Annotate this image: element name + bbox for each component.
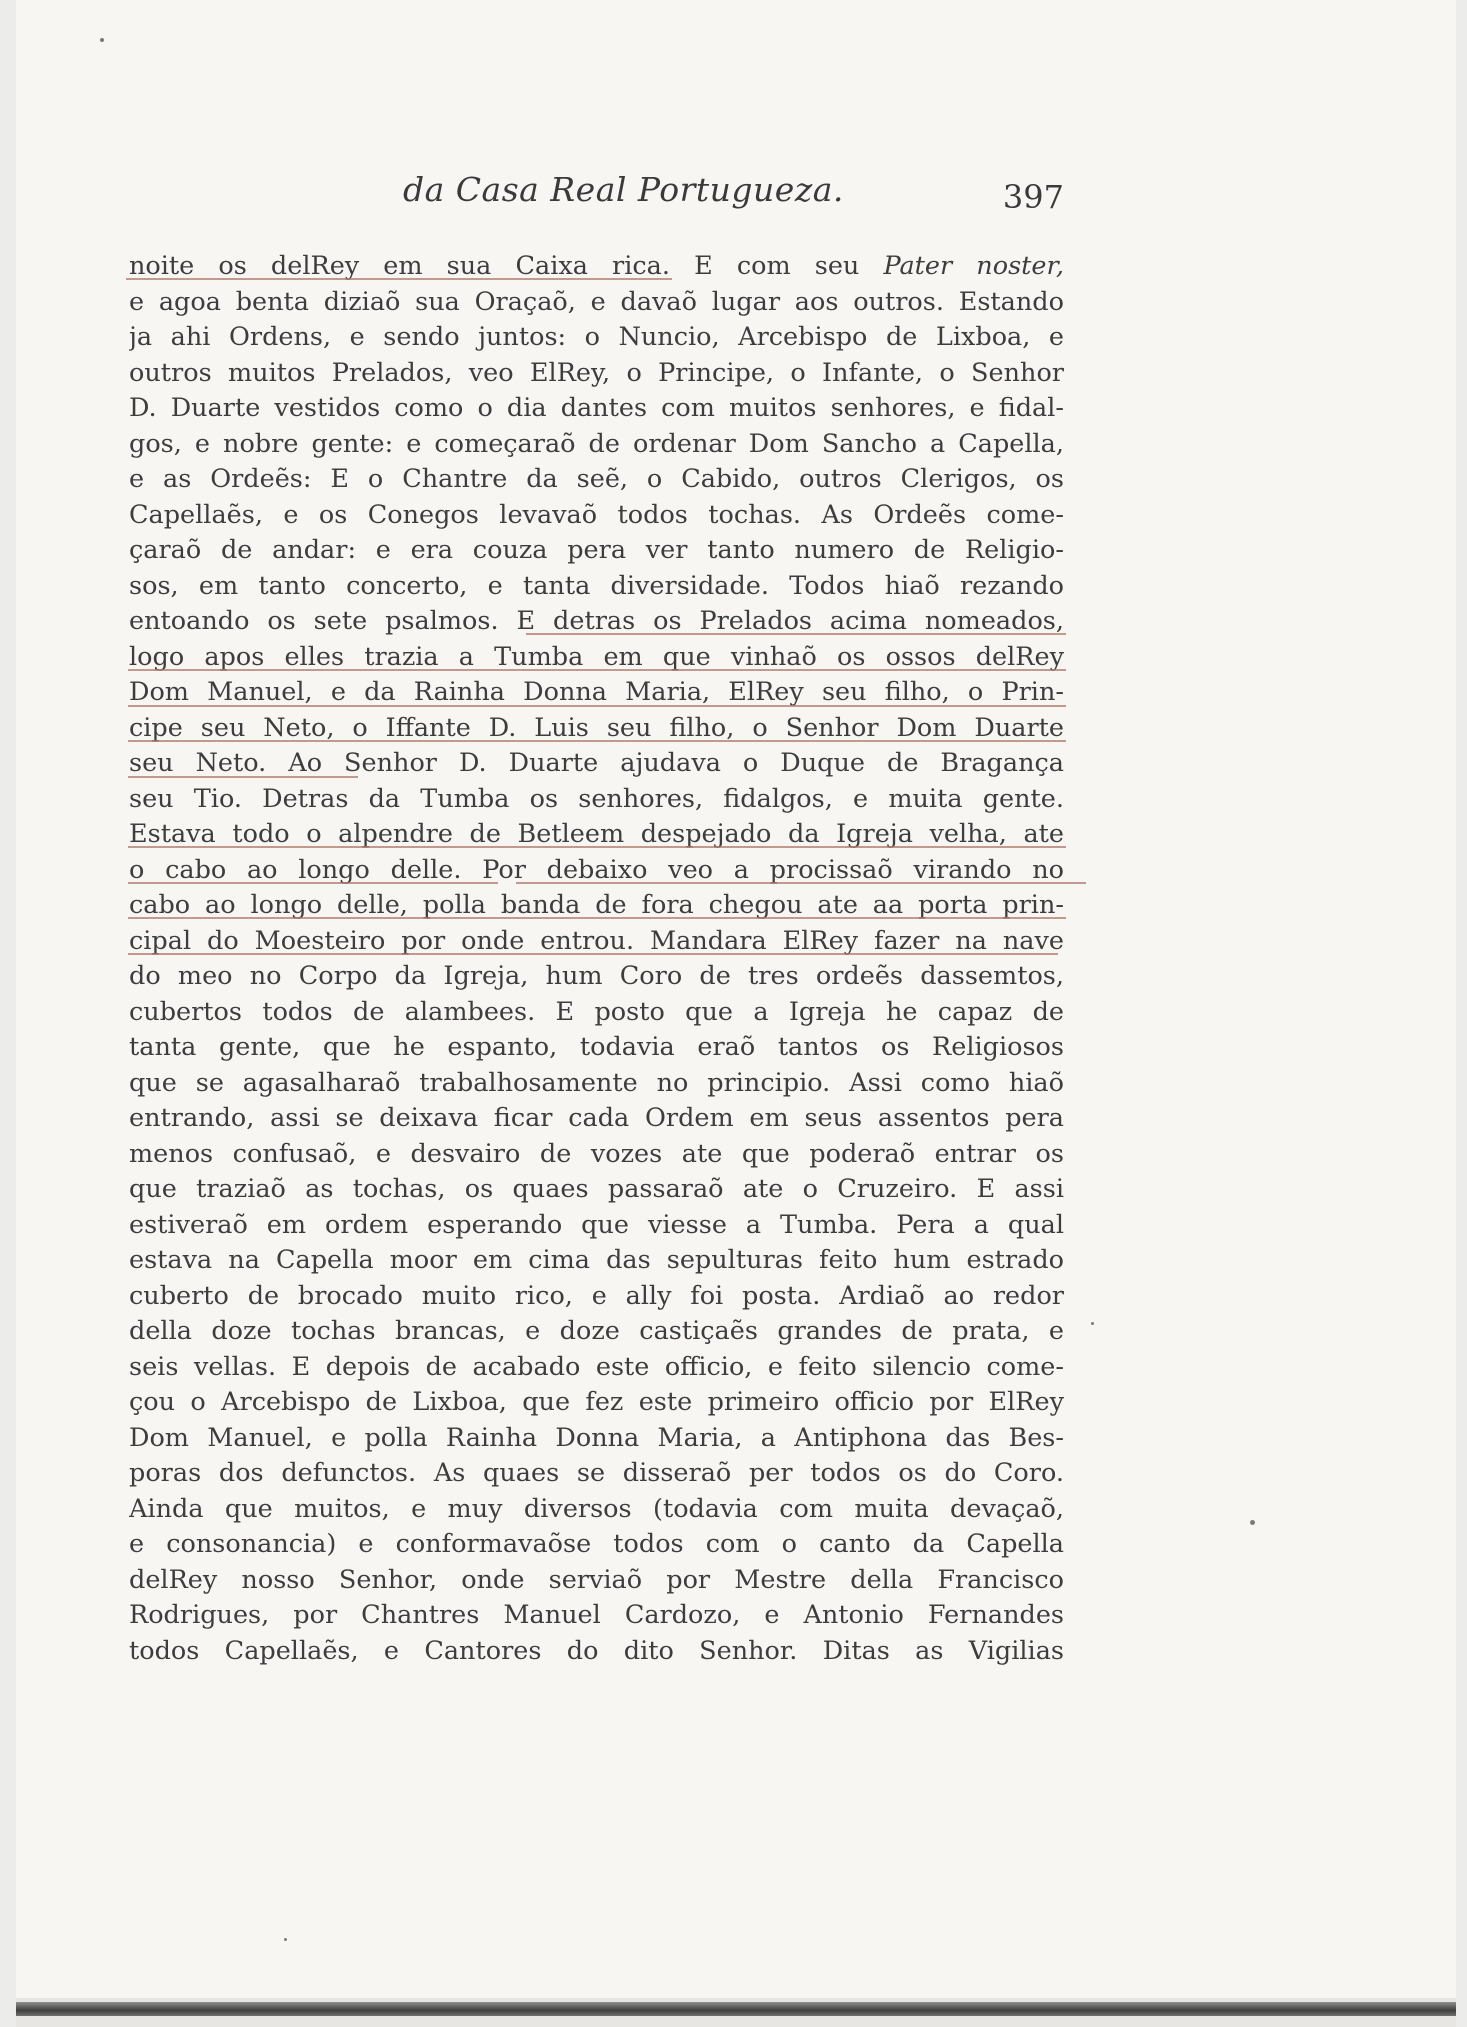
- text-line: tanta gente, que he espanto, todavia eraõ tantos os Religiosos: [129, 1032, 1064, 1062]
- text-line: menos confusaõ, e desvairo de vozes ate que poderaõ entrar os: [129, 1138, 1064, 1169]
- text-line: sos, em tanto concerto, e tanta diversidade. Todos hiaõ rezando: [129, 570, 1064, 601]
- text-line: e as Ordeẽs: E o Chantre da seẽ, o Cabido, outros Clerigos, os: [129, 464, 1064, 494]
- underline-mark: [128, 740, 1066, 742]
- text-line: entrando, assi se deixava ficar cada Ordem em seus assentos pera: [129, 1103, 1064, 1133]
- text-line: Dom Manuel, e da Rainha Donna Maria, ElRey seu filho, o Prin-: [129, 677, 1064, 707]
- text-line: e agoa benta diziaõ sua Oraçaõ, e davaõ lugar aos outros. Estando: [129, 286, 1064, 317]
- underline-mark: [128, 953, 1058, 955]
- text-line: delRey nosso Senhor, onde serviaõ por Mestre della Francisco: [129, 1564, 1064, 1595]
- underline-mark: [128, 882, 498, 884]
- text-line: Capellaẽs, e os Conegos levavaõ todos tochas. As Ordeẽs come-: [129, 499, 1064, 530]
- dust-speck: [100, 38, 104, 42]
- text-line: todos Capellaẽs, e Cantores do dito Senhor. Ditas as Vigilias: [129, 1635, 1064, 1666]
- text-line: que traziaõ as tochas, os quaes passaraõ ate o Cruzeiro. E assi: [129, 1174, 1064, 1204]
- text-line: do meo no Corpo da Igreja, hum Coro de tres ordeẽs dassemtos,: [129, 961, 1064, 991]
- underline-mark: [128, 705, 1066, 707]
- dust-speck: [284, 1938, 287, 1941]
- text-line: outros muitos Prelados, veo ElRey, o Principe, o Infante, o Senhor: [129, 357, 1064, 388]
- text-line: poras dos defunctos. As quaes se disseraõ per todos os do Coro.: [129, 1458, 1064, 1488]
- text-line: noite os delRey em sua Caixa rica. E com seu Pater noster,: [129, 251, 1064, 281]
- underline-mark: [128, 669, 1066, 671]
- book-page: [16, 0, 1456, 2027]
- text-line: que se agasalharaõ trabalhosamente no principio. Assi como hiaõ: [129, 1067, 1064, 1098]
- latin-phrase: Pater noster,: [883, 251, 1064, 281]
- body-text: [129, 249, 1064, 1669]
- text-line: ja ahi Ordens, e sendo juntos: o Nuncio, Arcebispo de Lixboa, e: [129, 322, 1064, 352]
- text-line: seu Neto. Ao Senhor D. Duarte ajudava o Duque de Bragança: [129, 748, 1064, 778]
- text-line: Estava todo o alpendre de Betleem despejado da Igreja velha, ate: [129, 819, 1064, 849]
- text-line: seis vellas. E depois de acabado este officio, e feito silencio come-: [129, 1351, 1064, 1382]
- text-line: cabo ao longo delle, polla banda de fora chegou ate aa porta prin-: [129, 890, 1064, 920]
- underline-mark: [128, 917, 1066, 919]
- text-line: estiveraõ em ordem esperando que viesse a Tumba. Pera a qual: [129, 1209, 1064, 1240]
- underline-mark: [526, 633, 1066, 635]
- page-number: 397: [1002, 178, 1064, 216]
- text-line: Ainda que muitos, e muy diversos (todavia com muita devaçaõ,: [129, 1493, 1064, 1524]
- text-line: Dom Manuel, e polla Rainha Donna Maria, a Antiphona das Bes-: [129, 1422, 1064, 1453]
- text-line: o cabo ao longo delle. Por debaixo veo a procissaõ virando no: [129, 854, 1064, 885]
- underline-mark: [516, 882, 1086, 884]
- text-line: cipal do Moesteiro por onde entrou. Mandara ElRey fazer na nave: [129, 925, 1064, 956]
- text-line: cipe seu Neto, o Iffante D. Luis seu filho, o Senhor Dom Duarte: [129, 712, 1064, 743]
- text-line: Rodrigues, por Chantres Manuel Cardozo, e Antonio Fernandes: [129, 1600, 1064, 1630]
- underline-mark: [128, 776, 358, 778]
- dust-speck: [1250, 1520, 1255, 1525]
- text-line: logo apos elles trazia a Tumba em que vinhaõ os ossos delRey: [129, 641, 1064, 672]
- text-line: D. Duarte vestidos como o dia dantes com muitos senhores, e fidal-: [129, 393, 1064, 423]
- scan-shadow-bar: [16, 2002, 1456, 2016]
- underline-mark: [128, 846, 1066, 848]
- text-line: çou o Arcebispo de Lixboa, que fez este primeiro officio por ElRey: [129, 1387, 1064, 1417]
- text-line: çaraõ de andar: e era couza pera ver tanto numero de Religio-: [129, 535, 1064, 565]
- text-line: gos, e nobre gente: e começaraõ de ordenar Dom Sancho a Capella,: [129, 428, 1064, 459]
- page-header: [129, 170, 1064, 230]
- text-line: della doze tochas brancas, e doze castiçaẽs grandes de prata, e: [129, 1316, 1064, 1346]
- text-line: estava na Capella moor em cima das sepulturas feito hum estrado: [129, 1245, 1064, 1275]
- running-head: da Casa Real Portugueza.: [403, 170, 844, 209]
- underline-mark: [126, 278, 672, 280]
- text-line: cubertos todos de alambees. E posto que a Igreja he capaz de: [129, 996, 1064, 1027]
- text-line: seu Tio. Detras da Tumba os senhores, fidalgos, e muita gente.: [129, 783, 1064, 814]
- text-line: cuberto de brocado muito rico, e ally foi posta. Ardiaõ ao redor: [129, 1280, 1064, 1311]
- text-line: entoando os sete psalmos. E detras os Prelados acima nomeados,: [129, 606, 1064, 636]
- text-line: e consonancia) e conformavaõse todos com o canto da Capella: [129, 1529, 1064, 1559]
- dust-speck: [1091, 1322, 1094, 1325]
